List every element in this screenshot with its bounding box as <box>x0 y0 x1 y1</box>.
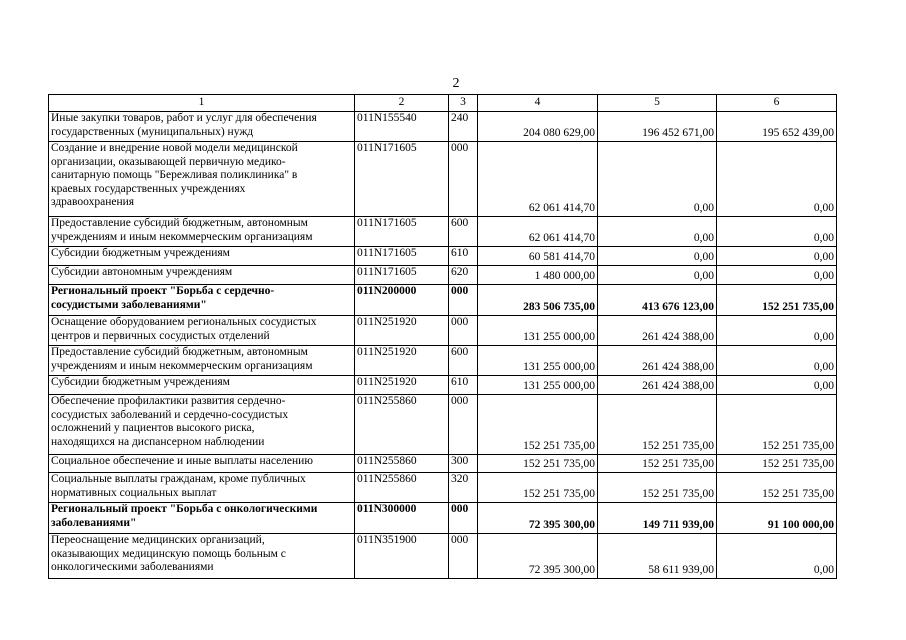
row-amount-col5: 261 424 388,00 <box>598 376 717 395</box>
row-amount-col6: 0,00 <box>717 534 837 579</box>
table-row <box>49 473 837 503</box>
row-amount-col5: 0,00 <box>598 142 717 217</box>
row-kvr-cell: 610 <box>449 376 478 395</box>
header-col-5: 5 <box>598 95 717 112</box>
row-amount-col4: 204 080 629,00 <box>478 112 598 142</box>
row-amount-col6: 0,00 <box>717 346 837 376</box>
header-row <box>49 95 837 112</box>
row-amount-col6: 0,00 <box>717 376 837 395</box>
table-row <box>49 455 837 473</box>
row-code-cell: 011N255860 <box>355 395 449 455</box>
row-name-cell: Субсидии бюджетным учреждениям <box>49 376 355 395</box>
row-name-cell: Региональный проект "Борьба с сердечно- сосудистыми заболеваниями" <box>49 285 355 316</box>
row-amount-col5: 196 452 671,00 <box>598 112 717 142</box>
table-row <box>49 534 837 579</box>
row-kvr-cell: 320 <box>449 473 478 503</box>
header-col-4: 4 <box>478 95 598 112</box>
row-amount-col4: 62 061 414,70 <box>478 217 598 247</box>
row-code-cell: 011N251920 <box>355 346 449 376</box>
table-row <box>49 503 837 534</box>
row-amount-col6: 152 251 735,00 <box>717 455 837 473</box>
row-code-cell: 011N351900 <box>355 534 449 579</box>
row-amount-col6: 0,00 <box>717 266 837 285</box>
row-amount-col4: 131 255 000,00 <box>478 316 598 346</box>
row-name-cell: Предоставление субсидий бюджетным, автономным учреждениям и иным некоммерческим организациям <box>49 217 355 247</box>
row-amount-col6: 0,00 <box>717 247 837 266</box>
row-amount-col5: 152 251 735,00 <box>598 473 717 503</box>
budget-table <box>48 94 837 579</box>
table-row <box>49 285 837 316</box>
row-name-cell: Иные закупки товаров, работ и услуг для обеспечения государственных (муниципальных) нужд <box>49 112 355 142</box>
row-amount-col5: 261 424 388,00 <box>598 346 717 376</box>
row-name-cell: Создание и внедрение новой модели медицинской организации, оказывающей первичную медико- санитарную помощь "Бережливая поликлиника" в краевых государственных учреждениях здравоохранения <box>49 142 355 217</box>
row-amount-col6: 0,00 <box>717 217 837 247</box>
row-kvr-cell: 600 <box>449 217 478 247</box>
row-amount-col6: 152 251 735,00 <box>717 285 837 316</box>
row-amount-col4: 72 395 300,00 <box>478 534 598 579</box>
row-kvr-cell: 000 <box>449 285 478 316</box>
row-name-cell: Субсидии бюджетным учреждениям <box>49 247 355 266</box>
table-row <box>49 112 837 142</box>
row-code-cell: 011N255860 <box>355 473 449 503</box>
row-name-cell: Предоставление субсидий бюджетным, автономным учреждениям и иным некоммерческим организациям <box>49 346 355 376</box>
row-kvr-cell: 600 <box>449 346 478 376</box>
row-kvr-cell: 000 <box>449 395 478 455</box>
row-kvr-cell: 000 <box>449 142 478 217</box>
row-kvr-cell: 000 <box>449 534 478 579</box>
table-row <box>49 217 837 247</box>
table-row <box>49 247 837 266</box>
row-amount-col4: 152 251 735,00 <box>478 473 598 503</box>
row-code-cell: 011N171605 <box>355 217 449 247</box>
row-code-cell: 011N155540 <box>355 112 449 142</box>
table-row <box>49 316 837 346</box>
row-code-cell: 011N300000 <box>355 503 449 534</box>
table-row <box>49 346 837 376</box>
row-name-cell: Обеспечение профилактики развития сердечно- сосудистых заболеваний и сердечно-сосудистых осложнений у пациентов высокого риска, находящихся на диспансерном наблюдении <box>49 395 355 455</box>
row-kvr-cell: 000 <box>449 503 478 534</box>
row-amount-col5: 152 251 735,00 <box>598 455 717 473</box>
row-amount-col4: 131 255 000,00 <box>478 376 598 395</box>
header-col-6: 6 <box>717 95 837 112</box>
row-amount-col4: 152 251 735,00 <box>478 395 598 455</box>
row-code-cell: 011N171605 <box>355 142 449 217</box>
header-col-1: 1 <box>49 95 355 112</box>
row-amount-col5: 413 676 123,00 <box>598 285 717 316</box>
row-code-cell: 011N251920 <box>355 376 449 395</box>
row-amount-col4: 72 395 300,00 <box>478 503 598 534</box>
row-name-cell: Социальное обеспечение и иные выплаты населению <box>49 455 355 473</box>
row-code-cell: 011N200000 <box>355 285 449 316</box>
row-amount-col4: 131 255 000,00 <box>478 346 598 376</box>
row-name-cell: Оснащение оборудованием региональных сосудистых центров и первичных сосудистых отделений <box>49 316 355 346</box>
row-amount-col4: 60 581 414,70 <box>478 247 598 266</box>
row-amount-col6: 195 652 439,00 <box>717 112 837 142</box>
row-amount-col4: 1 480 000,00 <box>478 266 598 285</box>
row-amount-col5: 0,00 <box>598 247 717 266</box>
row-amount-col5: 0,00 <box>598 217 717 247</box>
header-col-2: 2 <box>355 95 449 112</box>
row-kvr-cell: 300 <box>449 455 478 473</box>
row-kvr-cell: 610 <box>449 247 478 266</box>
row-kvr-cell: 000 <box>449 316 478 346</box>
row-amount-col5: 149 711 939,00 <box>598 503 717 534</box>
row-name-cell: Субсидии автономным учреждениям <box>49 266 355 285</box>
row-kvr-cell: 240 <box>449 112 478 142</box>
row-amount-col5: 152 251 735,00 <box>598 395 717 455</box>
row-amount-col4: 283 506 735,00 <box>478 285 598 316</box>
row-code-cell: 011N255860 <box>355 455 449 473</box>
row-code-cell: 011N171605 <box>355 266 449 285</box>
row-amount-col4: 62 061 414,70 <box>478 142 598 217</box>
row-amount-col6: 152 251 735,00 <box>717 395 837 455</box>
row-amount-col6: 152 251 735,00 <box>717 473 837 503</box>
row-name-cell: Переоснащение медицинских организаций, оказывающих медицинскую помощь больным с онкологическими заболеваниями <box>49 534 355 579</box>
page-number: 2 <box>452 76 460 91</box>
table-row <box>49 376 837 395</box>
row-name-cell: Социальные выплаты гражданам, кроме публичных нормативных социальных выплат <box>49 473 355 503</box>
row-amount-col4: 152 251 735,00 <box>478 455 598 473</box>
row-amount-col6: 91 100 000,00 <box>717 503 837 534</box>
row-code-cell: 011N251920 <box>355 316 449 346</box>
row-amount-col5: 0,00 <box>598 266 717 285</box>
row-amount-col6: 0,00 <box>717 142 837 217</box>
row-amount-col6: 0,00 <box>717 316 837 346</box>
row-kvr-cell: 620 <box>449 266 478 285</box>
table-row <box>49 395 837 455</box>
row-amount-col5: 58 611 939,00 <box>598 534 717 579</box>
table-row <box>49 266 837 285</box>
header-col-3: 3 <box>449 95 478 112</box>
table-row <box>49 142 837 217</box>
row-code-cell: 011N171605 <box>355 247 449 266</box>
row-amount-col5: 261 424 388,00 <box>598 316 717 346</box>
row-name-cell: Региональный проект "Борьба с онкологическими заболеваниями" <box>49 503 355 534</box>
